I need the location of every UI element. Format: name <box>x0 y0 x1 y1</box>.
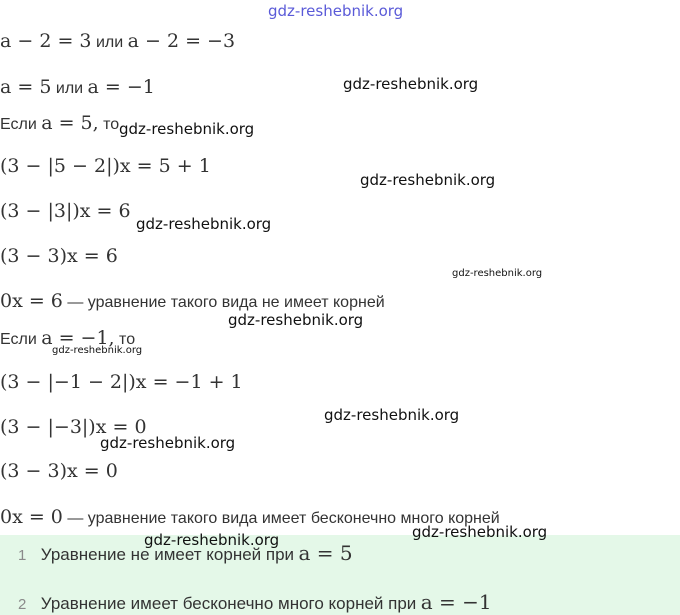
answers-panel <box>0 535 680 615</box>
watermark: gdz-reshebnik.org <box>360 171 496 189</box>
conclusion-text: — уравнение такого вида не имеет корней <box>67 294 385 311</box>
watermark: gdz-reshebnik.org <box>136 215 272 233</box>
watermark: gdz-reshebnik.org <box>100 434 236 452</box>
watermark: gdz-reshebnik.org <box>452 268 543 279</box>
answer-text: Уравнение имеет бесконечно много корней при <box>40 594 417 613</box>
equation-line-2 <box>0 76 155 98</box>
answer-math: a = 5 <box>298 541 353 565</box>
watermark: gdz-reshebnik.org <box>228 311 364 329</box>
watermark: gdz-reshebnik.org <box>144 531 280 549</box>
equation-line-10: (3 − |−3|)x = 0 <box>0 416 147 438</box>
answer-item-2 <box>18 590 492 614</box>
conclusion-text: — уравнение такого вида имеет бесконечно много корней <box>67 510 500 527</box>
condition: a = −1, <box>41 327 115 349</box>
watermark: gdz-reshebnik.org <box>52 345 143 356</box>
watermark-top: gdz-reshebnik.org <box>268 2 404 20</box>
if-word: Если <box>0 116 37 133</box>
equation: a − 2 = 3 <box>0 30 92 52</box>
watermark: gdz-reshebnik.org <box>412 523 548 541</box>
then-word: то <box>119 331 136 348</box>
equation: a = 5 <box>0 76 52 98</box>
watermark: gdz-reshebnik.org <box>119 120 255 138</box>
equation: a − 2 = −3 <box>127 30 236 52</box>
equation-line-5: (3 − |3|)x = 6 <box>0 200 131 222</box>
equation-line-6: (3 − 3)x = 6 <box>0 245 118 267</box>
equation: 0x = 0 <box>0 506 63 528</box>
watermark: gdz-reshebnik.org <box>324 406 460 424</box>
case-line-1 <box>0 112 119 134</box>
or-word: или <box>95 34 124 51</box>
equation-line-9: (3 − |−1 − 2|)x = −1 + 1 <box>0 371 243 393</box>
condition: a = 5, <box>41 112 99 134</box>
equation: a = −1 <box>87 76 155 98</box>
answer-text: Уравнение не имеет корней при <box>40 545 295 564</box>
equation: 0x = 6 <box>0 290 63 312</box>
equation-line-11: (3 − 3)x = 0 <box>0 460 118 482</box>
answer-math: a = −1 <box>420 590 492 614</box>
answer-number: 1 <box>18 547 27 564</box>
conclusion-line-1 <box>0 290 385 312</box>
if-word: Если <box>0 331 37 348</box>
watermark: gdz-reshebnik.org <box>343 75 479 93</box>
answer-number: 2 <box>18 596 27 613</box>
equation-line-4: (3 − |5 − 2|)x = 5 + 1 <box>0 155 211 177</box>
equation-line-1 <box>0 30 235 52</box>
or-word: или <box>55 80 84 97</box>
then-word: то <box>103 116 120 133</box>
